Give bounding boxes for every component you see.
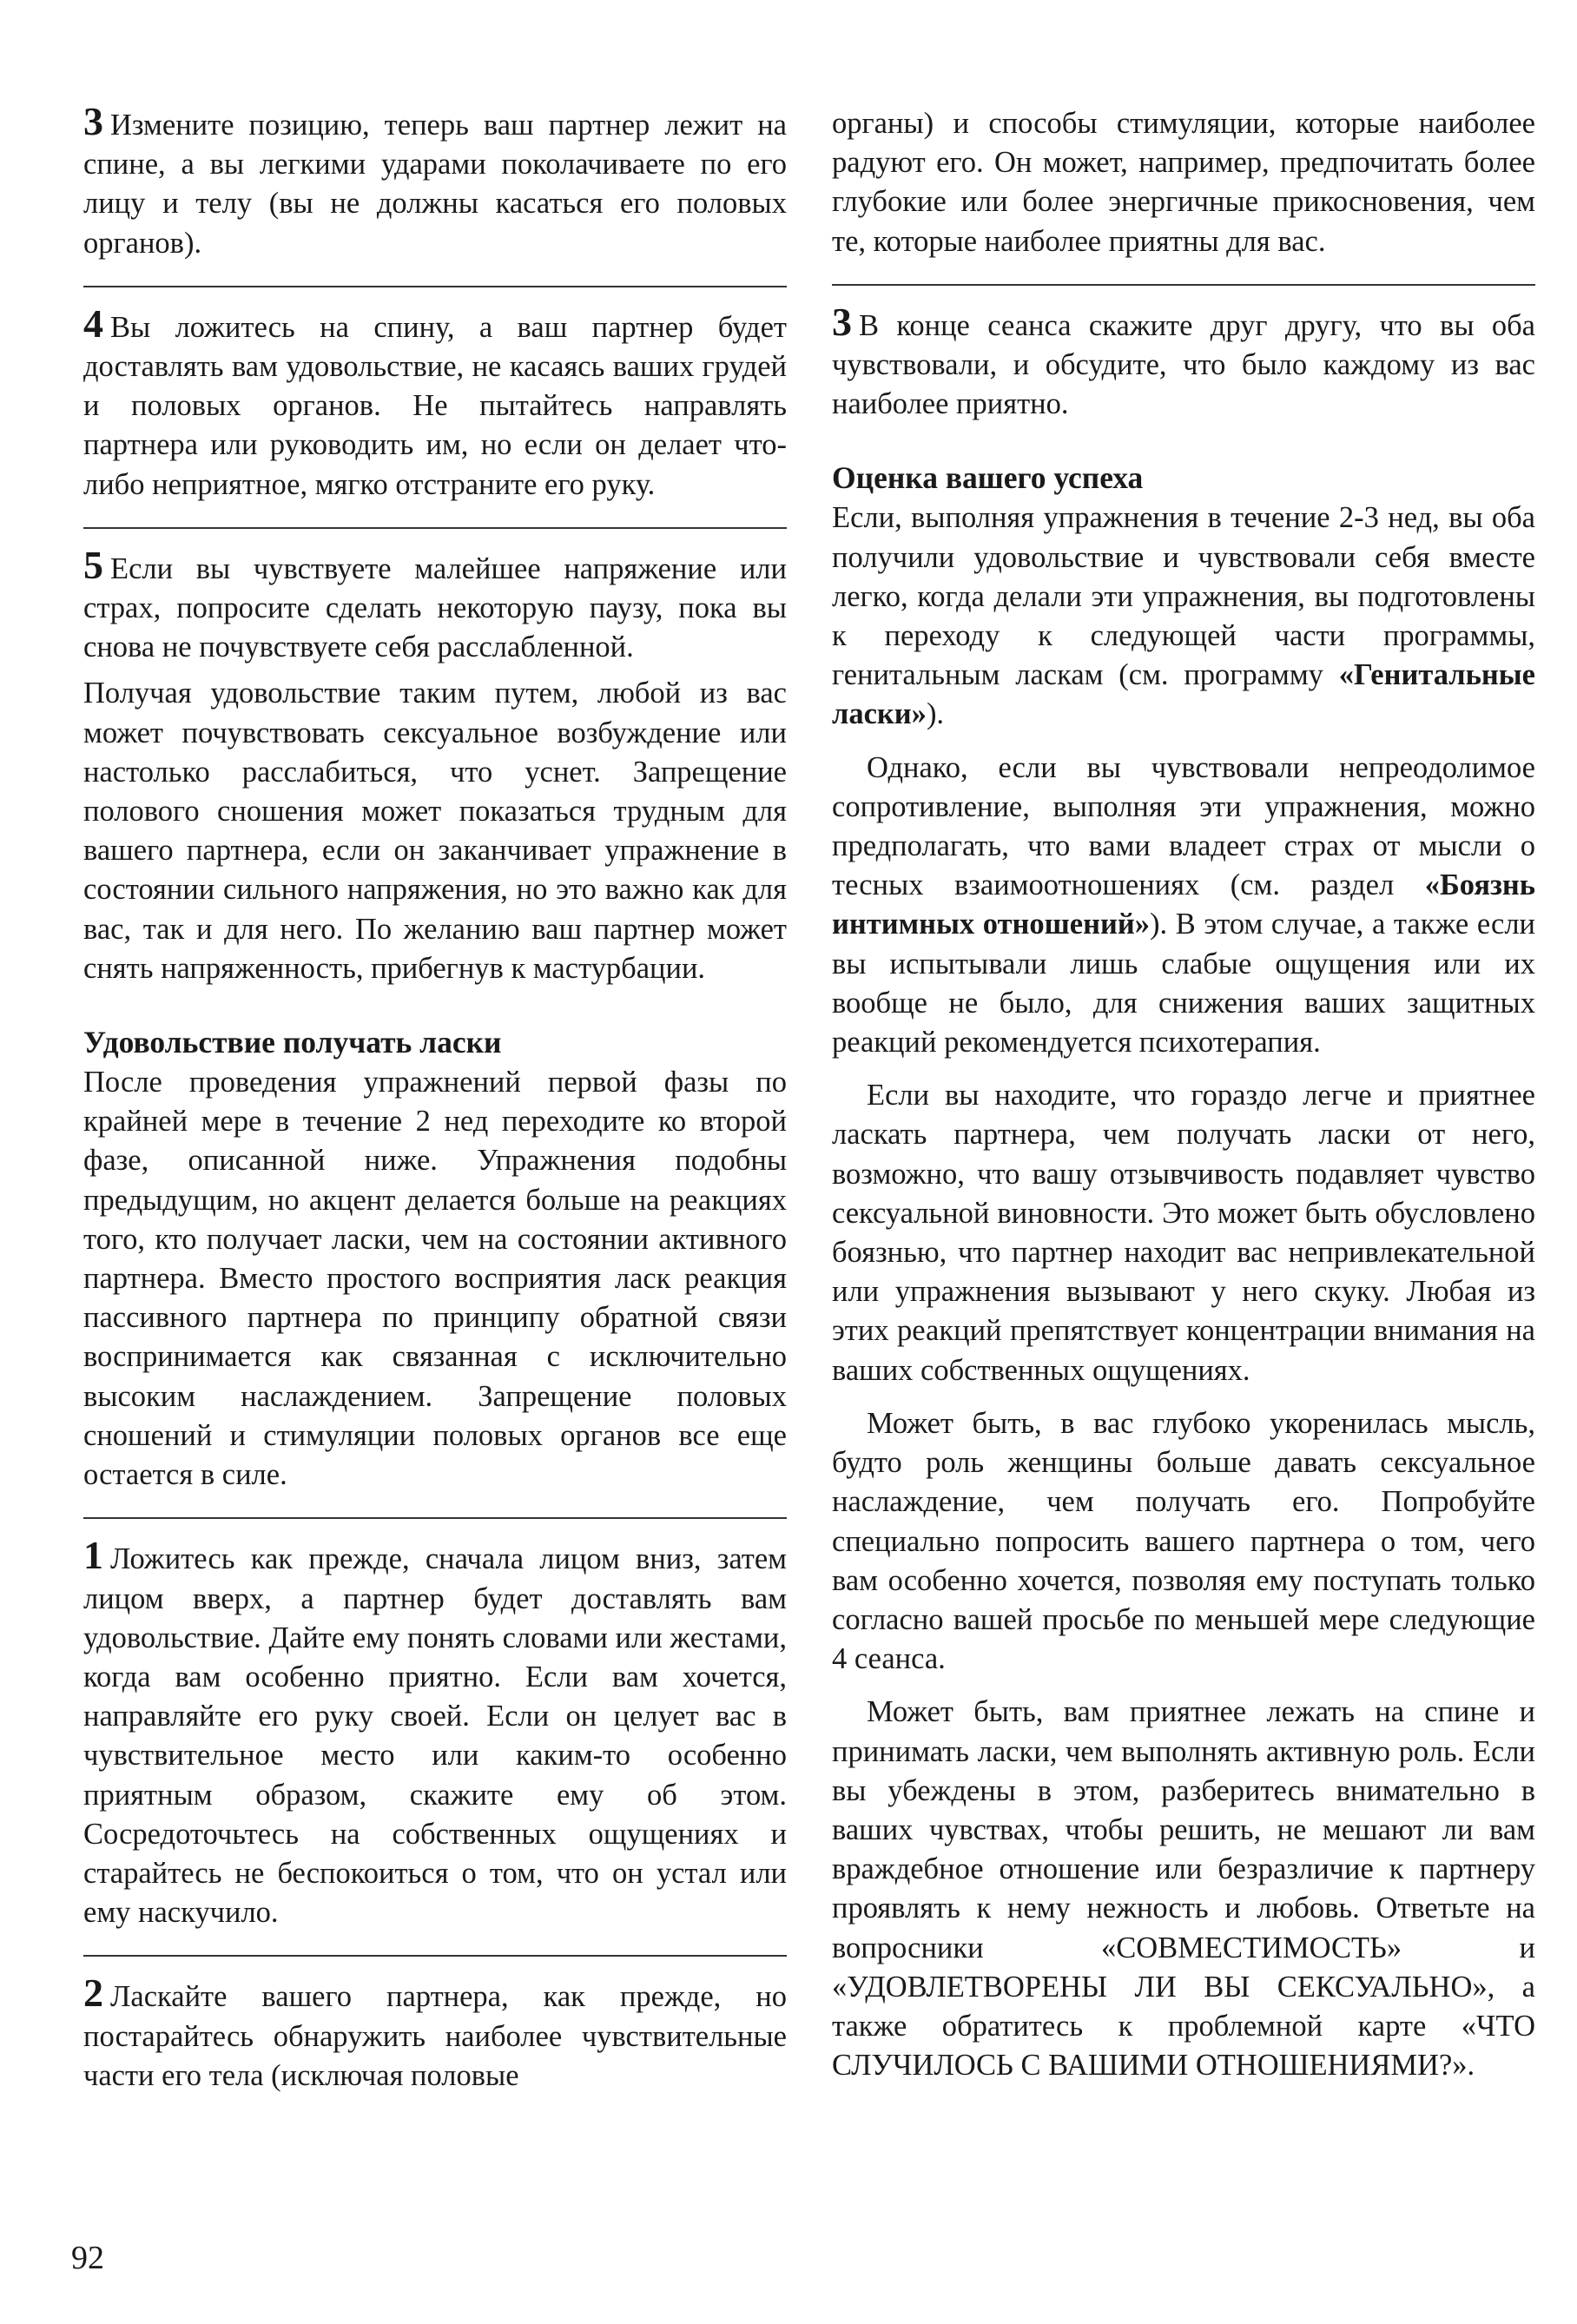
- step-text: Ложитесь как прежде, сначала лицом вниз, затем лицом вверх, а партнер будет доставлять вам удовольствие. Дайте ему понять словами или жестами, когда вам особенно приятно. Если вам хочется, направляйте его руку своей. Если он целует вас в чувствительное место или каким-то особенно приятным образом, скажите ему об этом. Сосредоточьтесь на собственных ощущениях и старайтесь не беспокоиться о том, что он устал или ему наскучило.: [83, 1542, 787, 1930]
- step-text: Если вы чувствуете малейшее напряжение или страх, попросите сделать некоторую паузу, пока вы снова не почувствуете себя расслабленной.: [83, 551, 787, 664]
- step-text: В конце сеанса скажите друг другу, что вы оба чувствовали, и обсудите, что было каждому из вас наиболее приятно.: [832, 308, 1535, 421]
- step-text: Вы ложитесь на спину, а ваш партнер будет доставлять вам удовольствие, не касаясь ваших грудей и половых органов. Не пытайтесь направлять партнера или руководить им, но если он делает что-либо неприятное, мягко отстраните его руку.: [83, 310, 787, 501]
- paragraph: После проведения упражнений первой фазы по крайней мере в течение 2 нед переходите ко второй фазе, описанной ниже. Упражнения подобны предыдущим, но акцент делается больше на реакциях того, кто получает ласки, чем на состоянии активного партнера. Вместо простого восприятия ласк реакция пассивного партнера по принципу обратной связи воспринимается как связанная с исключительно высоким наслаждением. Запрещение половых сношений и стимуляции половых органов все еще остается в силе.: [83, 1066, 787, 1492]
- phase2-step-1: [83, 1533, 787, 1932]
- step-text: Ласкайте вашего партнера, как прежде, но постарайтесь обнаружить наиболее чувствительные части его тела (исключая половые: [83, 1980, 787, 2092]
- divider: [832, 284, 1535, 286]
- paragraph: Может быть, вам приятнее лежать на спине и принимать ласки, чем выполнять активную роль. Если вы убеждены в этом, разберитесь внимательно в ваших чувствах, чтобы решить, не мешают ли вам враждебное отношение или безразличие к партнеру проявлять к нему нежность и любовь. Ответьте на вопросники «СОВМЕСТИМОСТЬ» и «УДОВЛЕТВОРЕНЫ ЛИ ВЫ СЕКСУАЛЬНО», а также обратитесь к проблемной карте «ЧТО СЛУЧИЛОСЬ С ВАШИМИ ОТНОШЕНИЯМИ?».: [832, 1695, 1535, 2083]
- left-column: [83, 99, 787, 2096]
- paragraph: [832, 749, 1535, 1063]
- step-3: [83, 99, 787, 263]
- step-number: 2: [83, 1971, 103, 2016]
- step-text: Измените позицию, теперь ваш партнер лежит на спине, а вы легкими ударами поколачиваете по его лицу и телу (вы не должны касаться его половых органов).: [83, 109, 787, 260]
- divider: [83, 286, 787, 287]
- section-heading: Оценка вашего успеха: [832, 460, 1144, 496]
- divider: [83, 527, 787, 529]
- step-number: 5: [83, 542, 103, 587]
- divider: [83, 1517, 787, 1519]
- section-heading: Удовольствие получать ласки: [83, 1025, 502, 1060]
- step-number: 1: [83, 1533, 103, 1578]
- step-number: 3: [83, 99, 103, 143]
- paragraph: Если вы находите, что гораздо легче и приятнее ласкать партнера, чем получать ласки от него, возможно, что вашу отзывчивость подавляет чувство сексуальной виновности. Это может быть обусловлено боязнью, что партнер находит вас непривлекательной или упражнения вызывают у него скуку. Любая из этих реакций препятствует концентрации внимания на ваших собственных ощущениях.: [832, 1079, 1535, 1387]
- text-run: ).: [926, 697, 945, 731]
- step-number: 3: [832, 299, 852, 344]
- divider: [83, 1955, 787, 1957]
- step-4: [83, 300, 787, 505]
- step-number: 4: [83, 300, 103, 346]
- cross-reference: «Боязнь интимных отношений»: [832, 868, 1535, 941]
- book-page: [83, 99, 1536, 2206]
- page-number: 92: [71, 2240, 104, 2276]
- right-column: [832, 104, 1535, 2085]
- paragraph: [832, 498, 1535, 734]
- step-5: [83, 542, 787, 668]
- cross-reference: «Генитальные ласки»: [832, 658, 1535, 731]
- text-run: Однако, если вы чувствовали непреодолимое сопротивление, выполняя эти упражнения, можно предполагать, что вами владеет страх от мысли о тесных взаимоотношениях (см. раздел: [832, 750, 1535, 902]
- phase2-step-3: [832, 299, 1535, 425]
- continued-step-text: органы) и способы стимуляции, которые наиболее радуют его. Он может, например, предпочитать более глубокие или более энергичные прикосновения, чем те, которые наиболее приятны для вас.: [832, 107, 1535, 258]
- phase2-step-2: [83, 1971, 787, 2096]
- paragraph: Получая удовольствие таким путем, любой из вас может почувствовать сексуальное возбуждение или настолько расслабиться, что уснет. Запрещение полового сношения может показаться трудным для вашего партнера, если он заканчивает упражнение в состоянии сильного напряжения, но это важно как для вас, так и для него. По желанию ваш партнер может снять напряженность, прибегнув к мастурбации.: [83, 677, 787, 985]
- text-run: Если, выполняя упражнения в течение 2-3 нед, вы оба получили удовольствие и чувствовали себя вместе легко, когда делали эти упражнения, вы подготовлены к переходу к следующей части программы, генитальным ласкам (см. программу: [832, 501, 1535, 692]
- paragraph: Может быть, в вас глубоко укоренилась мысль, будто роль женщины больше давать сексуальное наслаждение, чем получать его. Попробуйте специально попросить вашего партнера о том, чего вам особенно хочется, позволяя ему поступать только согласно вашей просьбе по меньшей мере следующие 4 сеанса.: [832, 1406, 1535, 1676]
- text-run: ). В этом случае, а также если вы испытывали лишь слабые ощущения или их вообще не было, для снижения ваших защитных реакций рекомендуется психотерапия.: [832, 908, 1536, 1060]
